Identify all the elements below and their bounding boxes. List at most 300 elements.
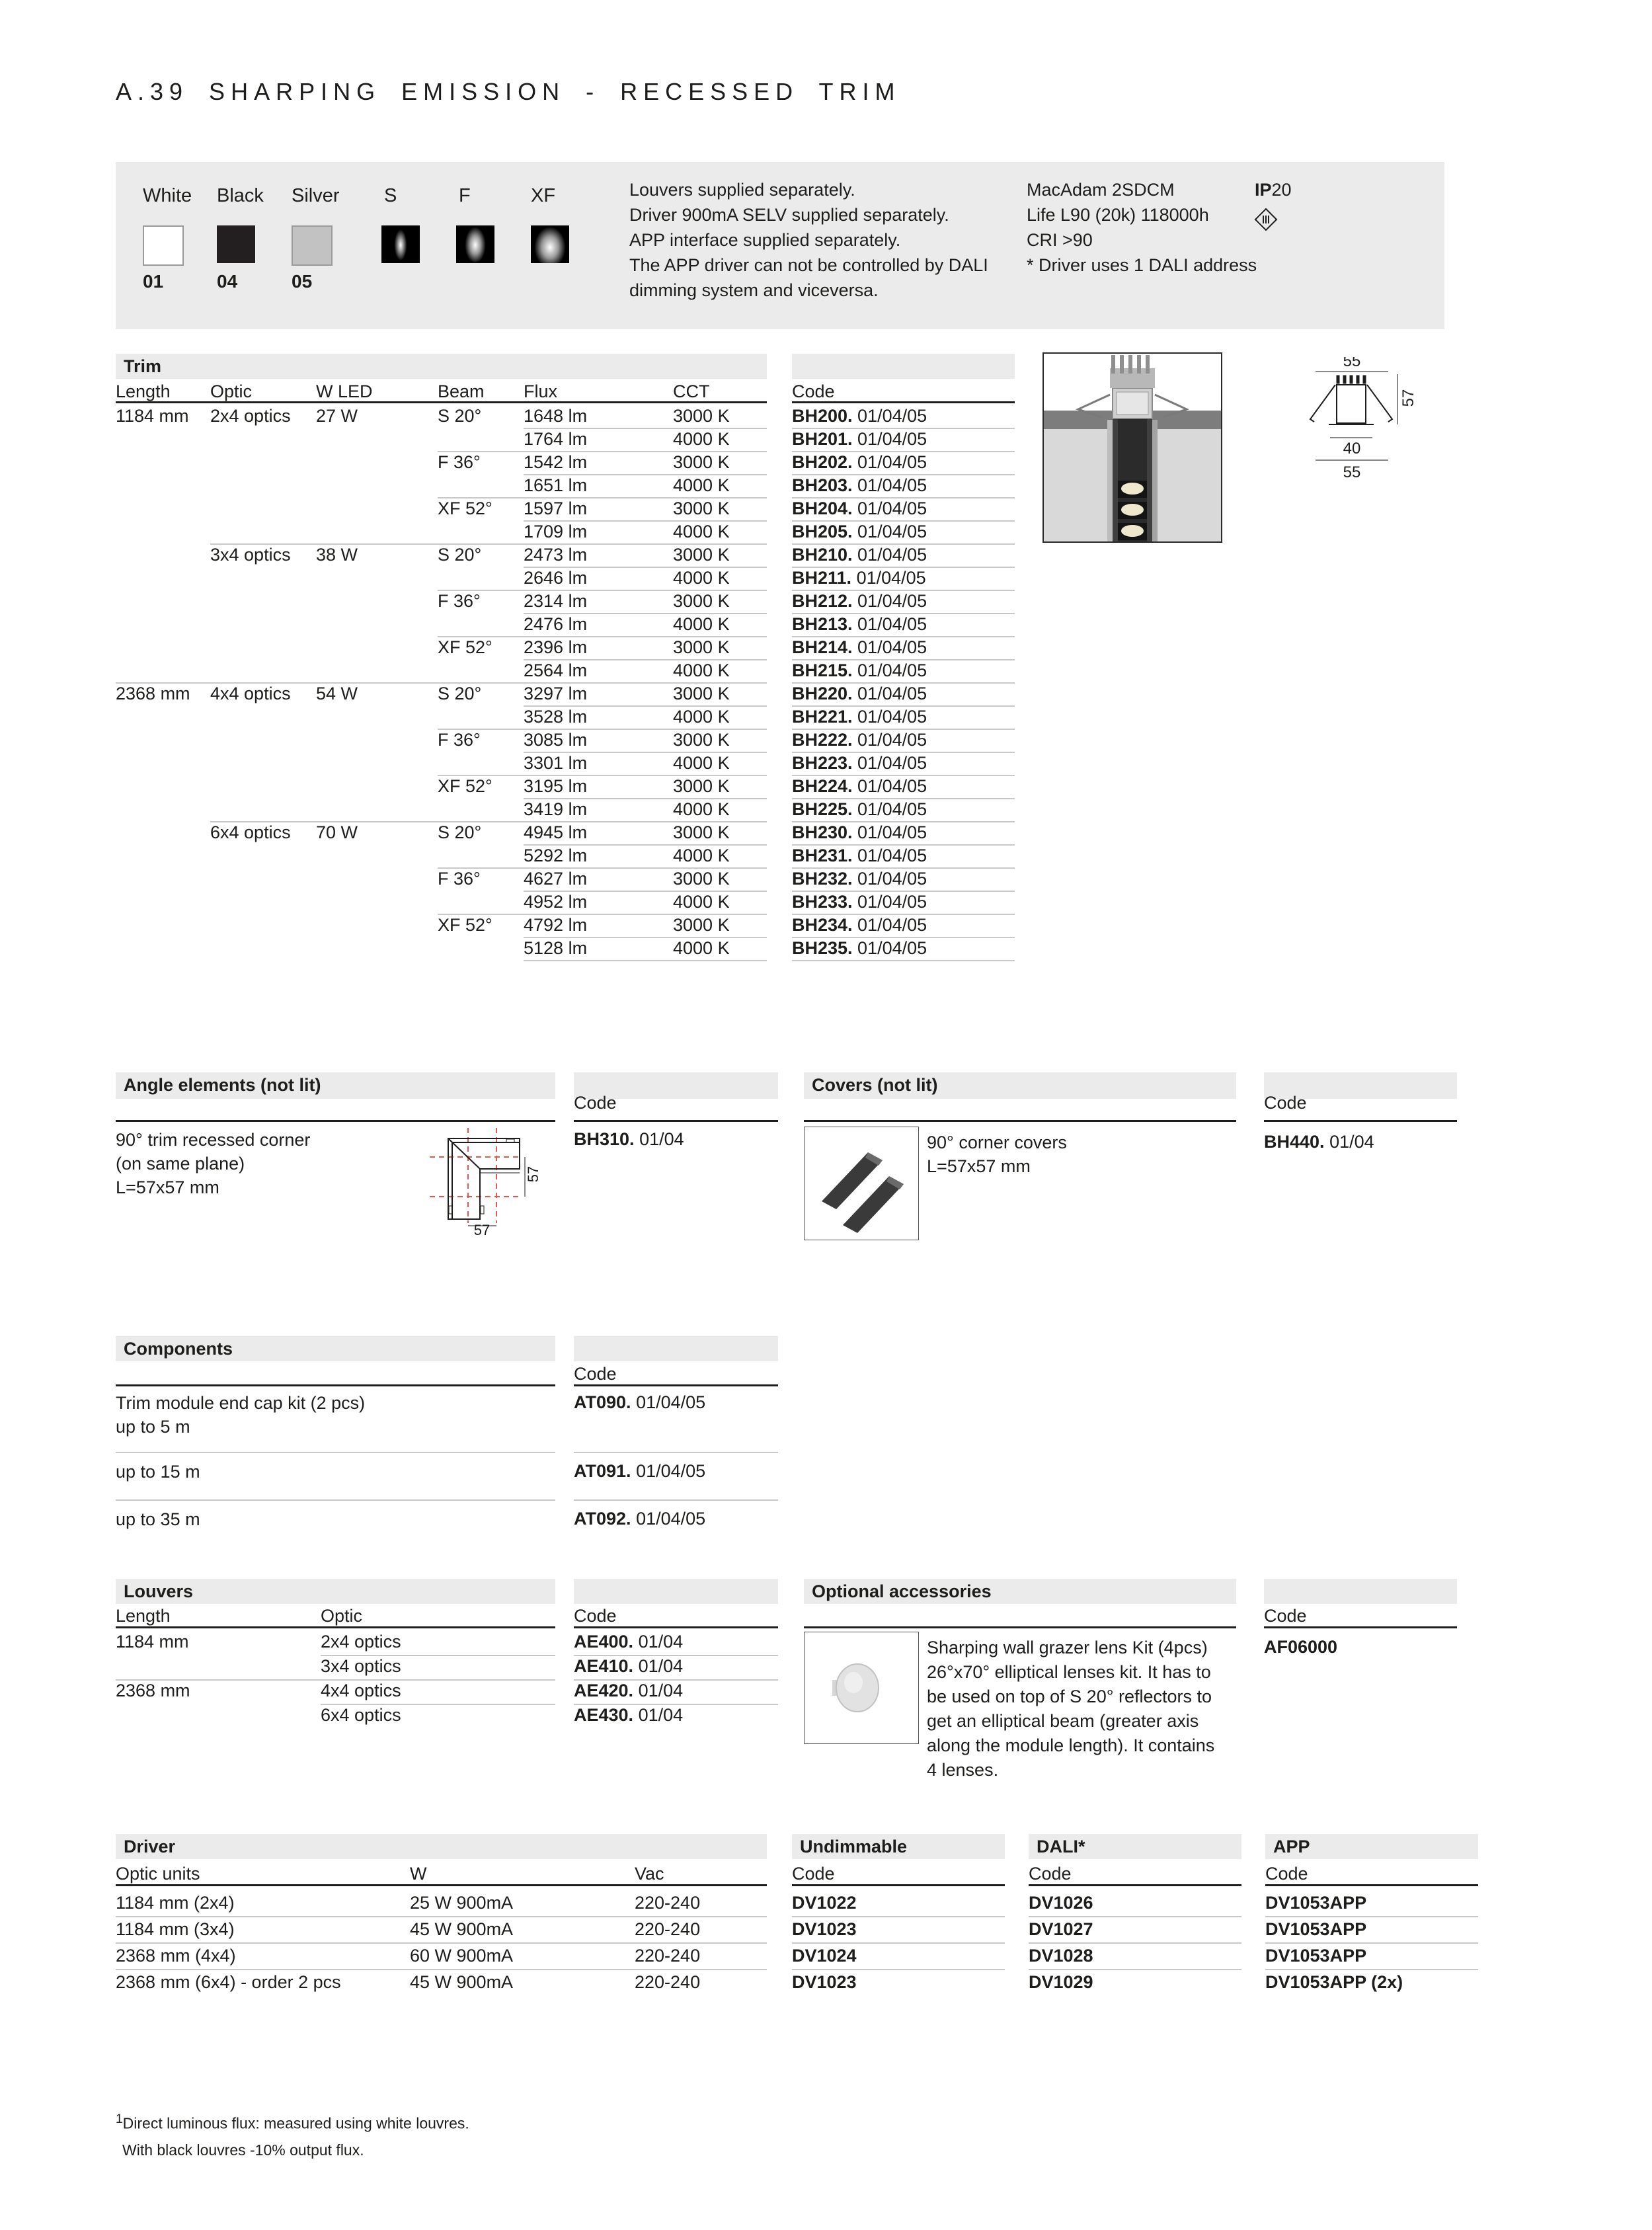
trim-header-optic: Optic <box>210 381 253 401</box>
trim-cell-cct: 3000 K <box>673 730 730 750</box>
louvers-cell-code-date: 01/04 <box>633 1705 684 1725</box>
trim-cell-code-value: BH210. <box>792 545 853 565</box>
driver-header-vac: Vac <box>635 1864 664 1884</box>
covers-photo <box>804 1127 919 1240</box>
trim-cell-code-value: BH225. <box>792 799 853 819</box>
trim-cell-flux: 2476 lm <box>524 614 588 634</box>
page-title: A.39 SHARPING EMISSION - RECESSED TRIM <box>116 78 901 105</box>
angle-section-title: Angle elements (not lit) <box>124 1075 321 1095</box>
trim-cell-code <box>792 867 927 891</box>
trim-cell-cct: 3000 K <box>673 545 730 565</box>
components-code-date: 01/04/05 <box>636 1461 706 1481</box>
trim-cell-beam: F 36° <box>438 591 481 611</box>
driver-cell-optic-units: 1184 mm (3x4) <box>116 1919 235 1939</box>
driver-cell-undimmable: DV1022 <box>792 1893 857 1913</box>
trim-cell-code <box>792 821 927 844</box>
trim-cell-code-value: BH222. <box>792 730 853 750</box>
angle-rule <box>116 1120 555 1122</box>
louvers-cell-code-value: AE400. <box>574 1632 634 1652</box>
louvers-cell-code <box>574 1704 683 1727</box>
trim-cell-flux: 1651 lm <box>524 475 588 495</box>
driver-cell-w: 45 W 900mA <box>410 1919 514 1939</box>
spec-line: CRI >90 <box>1027 230 1093 250</box>
trim-cell-cct: 3000 K <box>673 498 730 518</box>
driver-cell-w: 25 W 900mA <box>410 1893 514 1913</box>
angle-code-rule <box>574 1120 778 1122</box>
covers-code-rule <box>1264 1120 1457 1122</box>
trim-cell-flux: 2314 lm <box>524 591 588 611</box>
note-line: Driver 900mA SELV supplied separately. <box>629 205 949 225</box>
corner-dim-side: 57 <box>525 1166 541 1183</box>
trim-cell-cct: 4000 K <box>673 707 730 727</box>
driver-cell-app: DV1053APP <box>1265 1893 1367 1913</box>
trim-cell-cct: 3000 K <box>673 869 730 889</box>
footnote-sup: 1 <box>116 2112 123 2126</box>
angle-code-value: BH310. <box>574 1129 635 1149</box>
finish-label: White <box>143 185 192 206</box>
trim-cell-code <box>792 775 927 798</box>
trim-cell-beam: F 36° <box>438 730 481 750</box>
louvers-cell-optic: 6x4 optics <box>321 1705 401 1725</box>
beam-swatch-xf-icon <box>531 225 569 263</box>
ip-value: 20 <box>1271 180 1292 200</box>
covers-code-date: 01/04 <box>1329 1132 1374 1152</box>
beam-label: XF <box>531 185 556 206</box>
corner-diagram <box>422 1123 544 1238</box>
spec-line: * Driver uses 1 DALI address <box>1027 255 1257 275</box>
lens-photo <box>804 1632 919 1744</box>
trim-bottom-line <box>524 960 767 961</box>
optional-line: 4 lenses. <box>927 1760 999 1780</box>
trim-cell-flux: 4945 lm <box>524 822 588 842</box>
trim-cell-flux: 5128 lm <box>524 938 588 958</box>
components-code-header: Code <box>574 1364 617 1384</box>
louvers-cell-optic: 3x4 optics <box>321 1656 401 1676</box>
trim-cell-cct: 3000 K <box>673 406 730 426</box>
driver-header-w: W <box>410 1864 427 1884</box>
trim-cell-code-value: BH224. <box>792 776 853 796</box>
driver-cell-vac: 220-240 <box>635 1972 701 1992</box>
driver-cell-dali: DV1026 <box>1029 1893 1093 1913</box>
optional-code-rule <box>1264 1626 1457 1628</box>
class-III-insulation-icon <box>1253 207 1278 235</box>
trim-cell-code-value: BH221. <box>792 707 853 727</box>
trim-code-bottom-line <box>792 960 1015 961</box>
driver-dali-bar <box>1029 1834 1241 1859</box>
ip-label: IP <box>1255 180 1272 200</box>
finish-label: Silver <box>292 185 340 206</box>
trim-cell-optic: 6x4 optics <box>210 822 291 842</box>
finish-swatch-white <box>143 225 184 266</box>
angle-item-line3: L=57x57 mm <box>116 1177 219 1197</box>
louvers-cell-code-value: AE410. <box>574 1656 634 1676</box>
components-section-bar <box>116 1336 555 1361</box>
louvers-header-optic: Optic <box>321 1606 363 1626</box>
louvers-section-title: Louvers <box>124 1581 194 1601</box>
supply-notes <box>629 177 988 303</box>
driver-cell-undimmable: DV1024 <box>792 1946 857 1966</box>
spec-line: Life L90 (20k) 118000h <box>1027 205 1209 225</box>
covers-item-code <box>1264 1131 1374 1154</box>
louvers-section-bar <box>116 1579 555 1604</box>
driver-cell-dali: DV1028 <box>1029 1946 1093 1966</box>
trim-cell-code <box>792 474 927 497</box>
trim-cell-code <box>792 682 927 705</box>
trim-cell-code <box>792 590 927 613</box>
driver-cell-vac: 220-240 <box>635 1893 701 1913</box>
note-line: Louvers supplied separately. <box>629 180 855 200</box>
trim-cell-flux: 2564 lm <box>524 660 588 680</box>
optional-line: along the module length). It contains <box>927 1735 1215 1755</box>
trim-cell-flux: 5292 lm <box>524 846 588 865</box>
trim-header-flux: Flux <box>524 381 558 401</box>
trim-cell-optic: 2x4 optics <box>210 406 291 426</box>
trim-cell-beam: XF 52° <box>438 915 492 935</box>
trim-cell-beam: F 36° <box>438 869 481 889</box>
note-line: The APP driver can not be controlled by DALI <box>629 255 988 275</box>
optional-line: 26°x70° elliptical lenses kit. It has to <box>927 1662 1211 1682</box>
trim-cell-code-date: 01/04/05 <box>852 822 927 842</box>
driver-app-title: APP <box>1273 1837 1310 1856</box>
beam-label: S <box>384 185 397 206</box>
trim-cell-code <box>792 798 927 821</box>
trim-header-code: Code <box>792 381 835 401</box>
louvers-header-code: Code <box>574 1606 617 1626</box>
trim-cell-code <box>792 914 927 937</box>
trim-cell-cct: 4000 K <box>673 753 730 773</box>
finish-code: 04 <box>217 271 238 292</box>
trim-cell-code-date: 01/04/05 <box>852 776 927 796</box>
trim-cell-flux: 1709 lm <box>524 522 588 541</box>
trim-cell-flux: 3195 lm <box>524 776 588 796</box>
trim-cell-code-date: 01/04/05 <box>852 684 927 703</box>
trim-cell-flux: 3419 lm <box>524 799 588 819</box>
trim-cell-flux: 4952 lm <box>524 892 588 912</box>
driver-cell-w: 60 W 900mA <box>410 1946 514 1966</box>
components-code-bar <box>574 1336 778 1361</box>
components-code-separator <box>574 1499 778 1501</box>
trim-cell-code-value: BH230. <box>792 822 853 842</box>
trim-cell-code-date: 01/04/05 <box>852 869 927 889</box>
louvers-cell-code <box>574 1679 683 1702</box>
trim-cell-flux: 2473 lm <box>524 545 588 565</box>
trim-header-beam: Beam <box>438 381 485 401</box>
angle-code-date: 01/04 <box>639 1129 684 1149</box>
trim-cell-cct: 4000 K <box>673 892 730 912</box>
trim-cell-cct: 3000 K <box>673 776 730 796</box>
trim-cell-code <box>792 405 927 428</box>
trim-cell-code-value: BH220. <box>792 684 853 703</box>
trim-cell-cct: 4000 K <box>673 938 730 958</box>
dimension-drawing <box>1288 357 1420 493</box>
trim-cell-length: 2368 mm <box>116 684 190 703</box>
trim-cell-code <box>792 543 927 567</box>
trim-cell-code-date: 01/04/05 <box>852 660 927 680</box>
driver-section-bar <box>116 1834 767 1859</box>
driver-cell-vac: 220-240 <box>635 1946 701 1966</box>
components-code-value: AT092. <box>574 1509 631 1529</box>
components-row2-line1: up to 15 m <box>116 1462 200 1482</box>
trim-cell-code-date: 01/04/05 <box>852 591 927 611</box>
components-row3-code <box>574 1507 705 1531</box>
trim-header-wled: W LED <box>316 381 373 401</box>
driver-header-optic-units: Optic units <box>116 1864 200 1884</box>
louvers-cell-code <box>574 1630 683 1653</box>
angle-item-code <box>574 1128 684 1151</box>
driver-app-code-header: Code <box>1265 1864 1308 1884</box>
covers-section-title: Covers (not lit) <box>812 1075 938 1095</box>
driver-cell-app: DV1053APP <box>1265 1946 1367 1966</box>
trim-cell-cct: 3000 K <box>673 637 730 657</box>
trim-cell-cct: 3000 K <box>673 684 730 703</box>
ip-rating <box>1255 177 1292 202</box>
trim-cell-code <box>792 752 927 775</box>
optional-section-bar <box>804 1579 1236 1604</box>
driver-cell-app: DV1053APP <box>1265 1919 1367 1939</box>
footnote-line1 <box>116 2106 469 2137</box>
angle-item-line2: (on same plane) <box>116 1154 245 1174</box>
trim-code-header-rule <box>792 401 1015 403</box>
trim-cell-code-value: BH211. <box>792 568 852 588</box>
trim-cell-cct: 3000 K <box>673 452 730 472</box>
driver-rule <box>116 1884 767 1886</box>
trim-cell-code <box>792 729 927 752</box>
trim-cell-optic: 4x4 optics <box>210 684 291 703</box>
components-rule <box>116 1384 555 1386</box>
driver-cell-optic-units: 2368 mm (6x4) - order 2 pcs <box>116 1972 341 1992</box>
components-row1-code <box>574 1391 705 1414</box>
components-section-title: Components <box>124 1339 233 1359</box>
beam-swatch-s-icon <box>381 225 420 263</box>
trim-cell-code-date: 01/04/05 <box>852 475 927 495</box>
trim-cell-code-date: 01/04/05 <box>852 522 927 541</box>
louvers-code-bar <box>574 1579 778 1604</box>
trim-cell-code-date: 01/04/05 <box>852 799 927 819</box>
covers-item-line2: L=57x57 mm <box>927 1156 1031 1176</box>
trim-cell-code <box>792 844 927 867</box>
trim-cell-wled: 70 W <box>316 822 358 842</box>
trim-cell-code-value: BH213. <box>792 614 853 634</box>
driver-dali-title: DALI* <box>1037 1837 1085 1856</box>
trim-cell-code-value: BH223. <box>792 753 853 773</box>
optional-rule <box>804 1626 1236 1628</box>
trim-cell-code <box>792 520 927 543</box>
components-code-value: AT090. <box>574 1392 631 1412</box>
trim-cell-code-value: BH201. <box>792 429 853 449</box>
components-separator <box>116 1452 555 1453</box>
finish-code: 05 <box>292 271 313 292</box>
trim-cell-code-value: BH205. <box>792 522 853 541</box>
trim-cell-cct: 4000 K <box>673 660 730 680</box>
trim-cell-flux: 1764 lm <box>524 429 588 449</box>
trim-cell-code-value: BH234. <box>792 915 853 935</box>
trim-cell-beam: S 20° <box>438 822 482 842</box>
trim-cell-cct: 3000 K <box>673 591 730 611</box>
trim-cell-code-value: BH235. <box>792 938 853 958</box>
dim-top: 55 <box>1343 357 1361 370</box>
trim-cell-code-date: 01/04/05 <box>852 846 927 865</box>
trim-cell-flux: 3528 lm <box>524 707 588 727</box>
driver-cell-vac: 220-240 <box>635 1919 701 1939</box>
trim-cell-code <box>792 613 927 636</box>
driver-section-title: Driver <box>124 1837 176 1856</box>
trim-cell-code-value: BH202. <box>792 452 853 472</box>
trim-cell-flux: 3301 lm <box>524 753 588 773</box>
footnote-line2: With black louvres -10% output flux. <box>122 2141 364 2159</box>
trim-cell-code-date: 01/04/05 <box>852 938 927 958</box>
trim-cell-flux: 1542 lm <box>524 452 588 472</box>
louvers-cell-code <box>574 1655 683 1678</box>
driver-app-rule <box>1265 1884 1478 1886</box>
trim-cell-optic: 3x4 optics <box>210 545 291 565</box>
trim-cell-code-value: BH203. <box>792 475 853 495</box>
louvers-cell-optic: 4x4 optics <box>321 1681 401 1700</box>
trim-cell-code-date: 01/04/05 <box>851 568 926 588</box>
covers-code-header: Code <box>1264 1093 1307 1113</box>
driver-cell-optic-units: 2368 mm (4x4) <box>116 1946 236 1966</box>
trim-cell-beam: XF 52° <box>438 498 492 518</box>
components-code-value: AT091. <box>574 1461 631 1481</box>
components-separator <box>116 1499 555 1501</box>
driver-cell-dali: DV1029 <box>1029 1972 1093 1992</box>
finish-swatch-black <box>217 225 255 263</box>
footnote-text1: Direct luminous flux: measured using white louvres. <box>122 2114 469 2132</box>
trim-cell-code <box>792 659 927 682</box>
trim-cell-wled: 54 W <box>316 684 358 703</box>
driver-cell-undimmable: DV1023 <box>792 1919 857 1939</box>
trim-cell-beam: S 20° <box>438 684 482 703</box>
trim-cell-code <box>792 451 927 474</box>
components-row1-line1: Trim module end cap kit (2 pcs) <box>116 1393 366 1413</box>
components-row2-code <box>574 1460 705 1483</box>
optional-code-header: Code <box>1264 1606 1307 1626</box>
trim-cell-code-date: 01/04/05 <box>852 637 927 657</box>
trim-cell-code-value: BH232. <box>792 869 853 889</box>
louvers-cell-length: 1184 mm <box>116 1632 189 1652</box>
driver-cell-undimmable: DV1023 <box>792 1972 857 1992</box>
components-row3-line1: up to 35 m <box>116 1509 200 1529</box>
angle-item-line1: 90° trim recessed corner <box>116 1130 311 1150</box>
driver-undimmable-code-header: Code <box>792 1864 835 1884</box>
louvers-cell-length: 2368 mm <box>116 1681 190 1700</box>
trim-cell-cct: 4000 K <box>673 568 730 588</box>
trim-cell-code <box>792 937 927 960</box>
components-code-date: 01/04/05 <box>636 1509 706 1529</box>
driver-undimmable-bar <box>792 1834 1005 1859</box>
trim-cell-cct: 3000 K <box>673 822 730 842</box>
angle-section-bar <box>116 1072 555 1099</box>
trim-cell-wled: 27 W <box>316 406 358 426</box>
trim-cell-flux: 4792 lm <box>524 915 588 935</box>
spec-line: MacAdam 2SDCM <box>1027 180 1175 200</box>
angle-code-header: Code <box>574 1093 617 1113</box>
trim-cell-code <box>792 567 926 590</box>
trim-cell-code-date: 01/04/05 <box>852 707 927 727</box>
trim-cell-code-date: 01/04/05 <box>852 915 927 935</box>
trim-cell-code-value: BH214. <box>792 637 853 657</box>
spec-notes <box>1027 177 1257 278</box>
trim-cell-cct: 4000 K <box>673 522 730 541</box>
driver-cell-dali: DV1027 <box>1029 1919 1093 1939</box>
driver-undimmable-rule <box>792 1884 1005 1886</box>
trim-header-cct: CCT <box>673 381 710 401</box>
driver-dali-code-header: Code <box>1029 1864 1072 1884</box>
trim-cell-beam: S 20° <box>438 406 482 426</box>
trim-cell-code-date: 01/04/05 <box>852 892 927 912</box>
trim-cell-code-value: BH231. <box>792 846 853 865</box>
optional-line: get an elliptical beam (greater axis <box>927 1711 1199 1731</box>
trim-cell-code-value: BH200. <box>792 406 853 426</box>
louvers-cell-code-date: 01/04 <box>633 1632 684 1652</box>
trim-header-rule <box>116 401 767 403</box>
driver-undimmable-title: Undimmable <box>800 1837 908 1856</box>
finish-code: 01 <box>143 271 164 292</box>
components-row1-line2: up to 5 m <box>116 1417 190 1437</box>
trim-cell-code-date: 01/04/05 <box>852 498 927 518</box>
trim-cell-code-date: 01/04/05 <box>852 406 927 426</box>
dim-bottom: 55 <box>1343 463 1361 481</box>
driver-cell-optic-units: 1184 mm (2x4) <box>116 1893 235 1913</box>
trim-cell-beam: XF 52° <box>438 776 492 796</box>
beam-swatch-f-icon <box>456 225 494 263</box>
trim-cell-wled: 38 W <box>316 545 358 565</box>
trim-cell-code <box>792 497 927 520</box>
covers-rule <box>804 1120 1236 1122</box>
dim-side: 57 <box>1399 389 1417 407</box>
trim-cell-cct: 4000 K <box>673 614 730 634</box>
dim-inner: 40 <box>1343 440 1361 458</box>
optional-code-value: AF06000 <box>1264 1637 1338 1657</box>
trim-cell-flux: 3297 lm <box>524 684 588 703</box>
trim-cell-code-value: BH233. <box>792 892 853 912</box>
trim-cell-flux: 1597 lm <box>524 498 588 518</box>
louvers-header-length: Length <box>116 1606 171 1626</box>
trim-cell-beam: XF 52° <box>438 637 492 657</box>
beam-label: F <box>459 185 471 206</box>
components-code-date: 01/04/05 <box>636 1392 706 1412</box>
trim-cell-code-date: 01/04/05 <box>852 545 927 565</box>
trim-cell-cct: 4000 K <box>673 799 730 819</box>
note-line: APP interface supplied separately. <box>629 230 901 250</box>
product-photo <box>1042 352 1222 543</box>
louvers-cell-code-date: 01/04 <box>633 1681 684 1700</box>
trim-cell-code <box>792 636 927 659</box>
finish-label: Black <box>217 185 264 206</box>
trim-cell-beam: F 36° <box>438 452 481 472</box>
covers-section-bar <box>804 1072 1236 1099</box>
trim-cell-code-value: BH212. <box>792 591 853 611</box>
trim-section-bar <box>116 354 767 379</box>
optional-code-bar <box>1264 1579 1457 1604</box>
info-panel <box>116 162 1444 329</box>
louvers-cell-code-value: AE420. <box>574 1681 634 1700</box>
trim-cell-cct: 3000 K <box>673 915 730 935</box>
trim-cell-length: 1184 mm <box>116 406 189 426</box>
driver-app-bar <box>1265 1834 1478 1859</box>
trim-cell-beam: S 20° <box>438 545 482 565</box>
driver-dali-rule <box>1029 1884 1241 1886</box>
louvers-cell-code-value: AE430. <box>574 1705 634 1725</box>
trim-cell-flux: 2646 lm <box>524 568 588 588</box>
note-line: dimming system and viceversa. <box>629 280 879 300</box>
covers-item-line1: 90° corner covers <box>927 1133 1067 1152</box>
corner-dim-bottom: 57 <box>473 1222 491 1235</box>
louvers-code-rule <box>574 1626 778 1628</box>
louvers-rule <box>116 1626 555 1628</box>
trim-cell-flux: 1648 lm <box>524 406 588 426</box>
trim-cell-code-date: 01/04/05 <box>852 753 927 773</box>
trim-cell-code-date: 01/04/05 <box>852 730 927 750</box>
